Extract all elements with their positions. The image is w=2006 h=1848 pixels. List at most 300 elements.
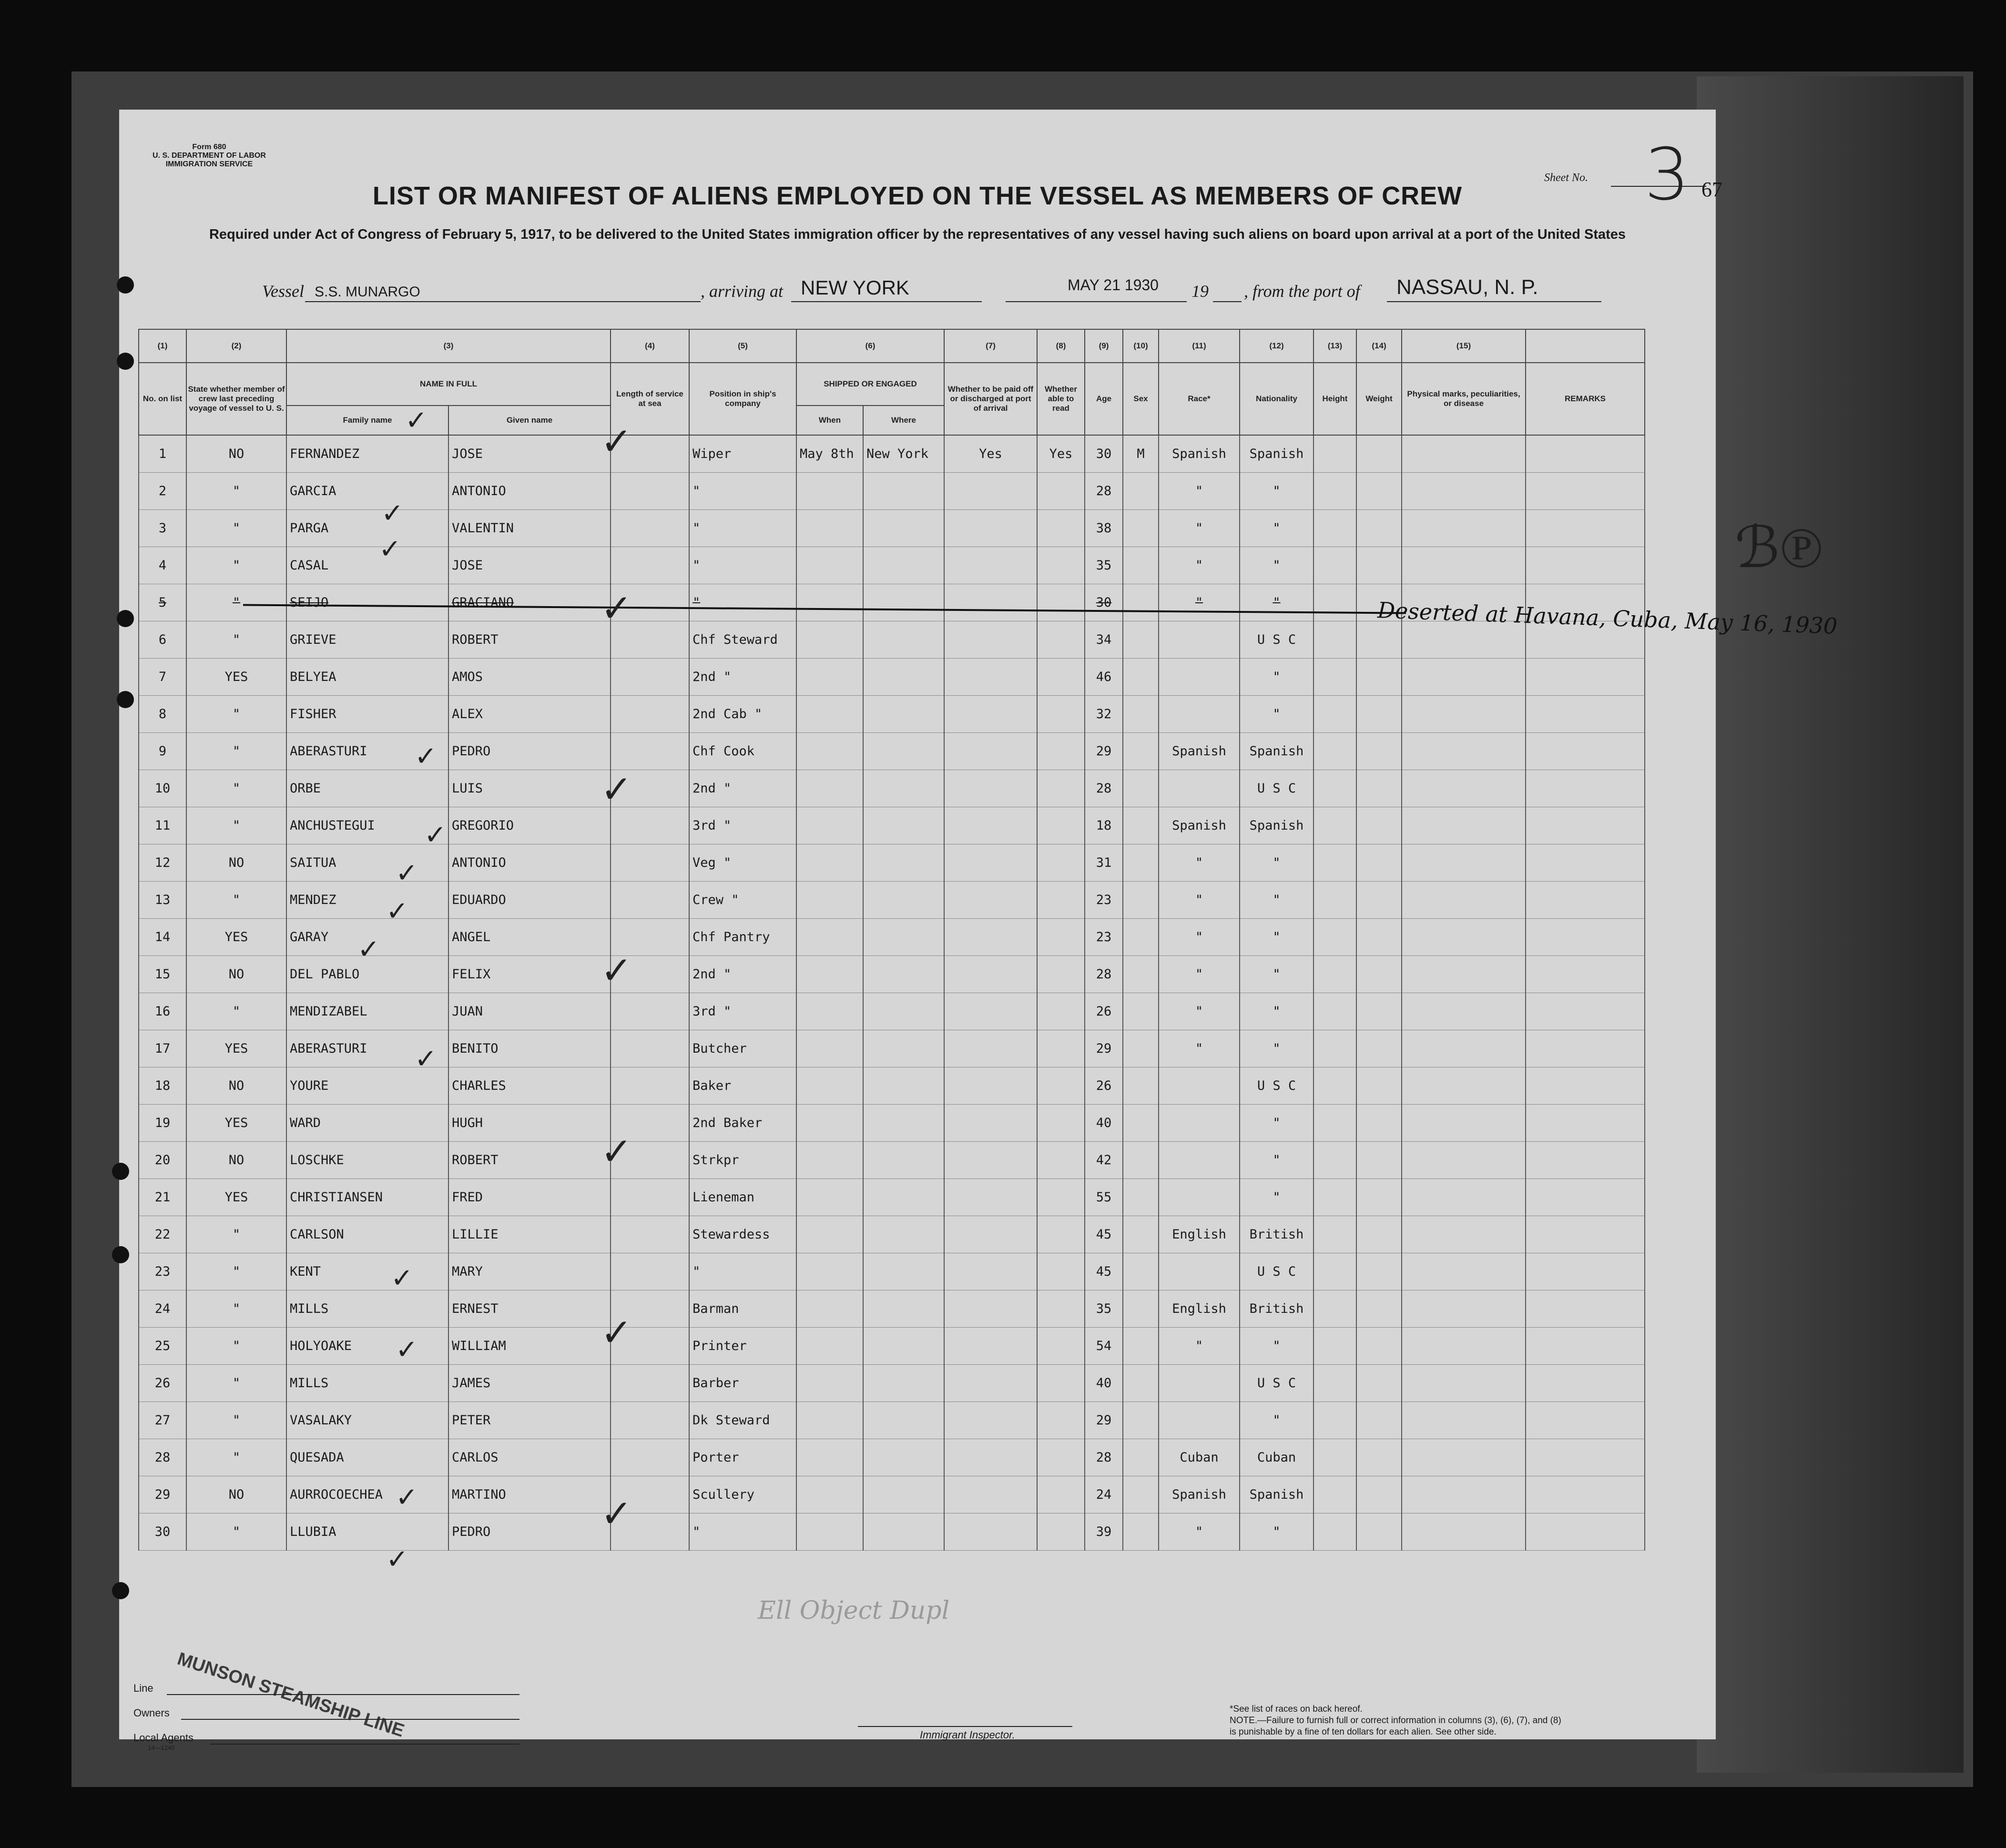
cell-sex	[1123, 993, 1159, 1030]
cell-position: "	[689, 1253, 796, 1290]
cell-shipped-when	[796, 510, 863, 547]
cell-physical-marks	[1402, 1105, 1526, 1142]
cell-given-name: ROBERT	[448, 1142, 611, 1179]
cell-physical-marks	[1402, 1439, 1526, 1476]
cell-height	[1314, 659, 1356, 696]
cell-previous-voyage: "	[186, 1365, 286, 1402]
cell-able-to-read	[1037, 1030, 1085, 1067]
cell-remarks	[1526, 1476, 1645, 1513]
cell-shipped-when: May 8th	[796, 435, 863, 473]
cell-given-name: FELIX	[448, 956, 611, 993]
cell-given-name: WILLIAM	[448, 1328, 611, 1365]
cell-height	[1314, 1216, 1356, 1253]
cell-position: 2nd "	[689, 659, 796, 696]
cell-paid-off	[944, 1105, 1037, 1142]
back-sheet-edge	[1697, 76, 1964, 1773]
cell-remarks	[1526, 807, 1645, 844]
cell-physical-marks	[1402, 435, 1526, 473]
cell-race: Spanish	[1159, 733, 1240, 770]
cell-paid-off	[944, 1030, 1037, 1067]
cell-shipped-when	[796, 473, 863, 510]
cell-row-number: 3	[139, 510, 186, 547]
table-row	[139, 807, 1645, 844]
cell-given-name: JAMES	[448, 1365, 611, 1402]
cell-family-name: MILLS	[286, 1365, 448, 1402]
arriving-underline	[791, 301, 982, 302]
cell-nationality: U S C	[1240, 1253, 1314, 1290]
cell-weight	[1356, 919, 1402, 956]
cell-row-number: 8	[139, 696, 186, 733]
cell-shipped-when	[796, 1365, 863, 1402]
cell-race: "	[1159, 956, 1240, 993]
cell-physical-marks	[1402, 659, 1526, 696]
check-mark-icon: ✓	[391, 1263, 413, 1294]
cell-race	[1159, 1365, 1240, 1402]
cell-previous-voyage: "	[186, 882, 286, 919]
cell-given-name: BENITO	[448, 1030, 611, 1067]
header-able-to-read: Whether able to read	[1037, 363, 1085, 435]
cell-nationality: U S C	[1240, 1365, 1314, 1402]
cell-height	[1314, 1067, 1356, 1105]
cell-able-to-read	[1037, 1365, 1085, 1402]
faint-stamp: Ell Object Dupl	[758, 1596, 950, 1625]
column-number-row	[139, 329, 1645, 363]
page-title: LIST OR MANIFEST OF ALIENS EMPLOYED ON THE VESSEL AS MEMBERS OF CREW	[372, 182, 1463, 210]
cell-shipped-when	[796, 1253, 863, 1290]
binder-hole	[117, 691, 134, 708]
cell-height	[1314, 807, 1356, 844]
header-sex: Sex	[1123, 363, 1159, 435]
cell-paid-off	[944, 696, 1037, 733]
cell-position: "	[689, 510, 796, 547]
cell-physical-marks	[1402, 844, 1526, 882]
cell-remarks	[1526, 993, 1645, 1030]
cell-paid-off	[944, 770, 1037, 807]
table-row	[139, 547, 1645, 584]
col-5-number: (5)	[689, 329, 796, 363]
cell-weight	[1356, 621, 1402, 659]
cell-shipped-where	[863, 510, 944, 547]
header-weight: Weight	[1356, 363, 1402, 435]
cell-row-number: 21	[139, 1179, 186, 1216]
header-age: Age	[1085, 363, 1123, 435]
cell-able-to-read	[1037, 621, 1085, 659]
cell-sex	[1123, 1216, 1159, 1253]
cell-paid-off	[944, 733, 1037, 770]
cell-nationality: U S C	[1240, 621, 1314, 659]
cell-shipped-where	[863, 807, 944, 844]
cell-given-name: PETER	[448, 1402, 611, 1439]
cell-nationality: Cuban	[1240, 1439, 1314, 1476]
cell-height	[1314, 473, 1356, 510]
cell-row-number: 11	[139, 807, 186, 844]
cell-position: 2nd Cab "	[689, 696, 796, 733]
cell-row-number: 14	[139, 919, 186, 956]
check-mark-icon: ✓	[381, 498, 404, 529]
cell-length-of-service	[611, 1030, 689, 1067]
cell-nationality: "	[1240, 993, 1314, 1030]
cell-given-name: CARLOS	[448, 1439, 611, 1476]
cell-physical-marks	[1402, 882, 1526, 919]
form-number: Form 680	[192, 143, 226, 151]
cell-weight	[1356, 696, 1402, 733]
cell-physical-marks	[1402, 807, 1526, 844]
header-where: Where	[863, 406, 944, 435]
cell-previous-voyage: "	[186, 993, 286, 1030]
cell-nationality: British	[1240, 1290, 1314, 1328]
cell-remarks	[1526, 956, 1645, 993]
cell-row-number: 13	[139, 882, 186, 919]
agents-code: 14—1240	[148, 1744, 175, 1751]
cell-height	[1314, 882, 1356, 919]
footnote-penalty: NOTE.—Failure to furnish full or correct information in columns (3), (6), (7), and (8)	[1230, 1716, 1561, 1726]
cell-remarks	[1526, 770, 1645, 807]
cell-age: 42	[1085, 1142, 1123, 1179]
cell-sex	[1123, 510, 1159, 547]
cell-shipped-when	[796, 659, 863, 696]
cell-paid-off	[944, 473, 1037, 510]
cell-family-name: KENT	[286, 1253, 448, 1290]
header-position: Position in ship's company	[689, 363, 796, 435]
cell-race: English	[1159, 1290, 1240, 1328]
table-row	[139, 1513, 1645, 1551]
cell-weight	[1356, 1030, 1402, 1067]
cell-able-to-read	[1037, 1439, 1085, 1476]
from-port: NASSAU, N. P.	[1396, 275, 1538, 299]
cell-age: 40	[1085, 1105, 1123, 1142]
cell-sex: M	[1123, 435, 1159, 473]
cell-race	[1159, 770, 1240, 807]
cell-shipped-when	[796, 770, 863, 807]
cell-height	[1314, 696, 1356, 733]
cell-physical-marks	[1402, 1216, 1526, 1253]
cell-row-number: 27	[139, 1402, 186, 1439]
cell-physical-marks	[1402, 770, 1526, 807]
header-physical-marks: Physical marks, peculiarities, or disease	[1402, 363, 1526, 435]
cell-age: 28	[1085, 473, 1123, 510]
cell-shipped-when	[796, 882, 863, 919]
cell-given-name: ALEX	[448, 696, 611, 733]
cell-able-to-read	[1037, 1513, 1085, 1551]
cell-age: 26	[1085, 993, 1123, 1030]
cell-race: "	[1159, 473, 1240, 510]
cell-remarks	[1526, 1290, 1645, 1328]
cell-shipped-when	[796, 733, 863, 770]
cell-sex	[1123, 584, 1159, 621]
cell-height	[1314, 733, 1356, 770]
cell-shipped-when	[796, 696, 863, 733]
cell-race	[1159, 1253, 1240, 1290]
cell-able-to-read	[1037, 1290, 1085, 1328]
cell-shipped-when	[796, 1439, 863, 1476]
cell-family-name: DEL PABLO	[286, 956, 448, 993]
cell-height	[1314, 1328, 1356, 1365]
header-given-name: Given name	[448, 406, 611, 435]
cell-sex	[1123, 1179, 1159, 1216]
cell-family-name: SEIJO	[286, 584, 448, 621]
cell-remarks	[1526, 733, 1645, 770]
length-of-service-tick-icon: ✓	[601, 586, 633, 630]
cell-shipped-when	[796, 547, 863, 584]
cell-paid-off	[944, 1513, 1037, 1551]
cell-height	[1314, 770, 1356, 807]
vessel-underline	[305, 301, 701, 302]
length-of-service-tick-icon: ✓	[601, 1129, 633, 1174]
cell-row-number: 2	[139, 473, 186, 510]
col-1-number: (1)	[139, 329, 186, 363]
cell-age: 29	[1085, 733, 1123, 770]
cell-previous-voyage: "	[186, 1216, 286, 1253]
cell-previous-voyage: "	[186, 510, 286, 547]
cell-height	[1314, 621, 1356, 659]
cell-position: Veg "	[689, 844, 796, 882]
cell-position: Lieneman	[689, 1179, 796, 1216]
cell-height	[1314, 1253, 1356, 1290]
cell-sex	[1123, 659, 1159, 696]
cell-sex	[1123, 1030, 1159, 1067]
table-row	[139, 882, 1645, 919]
cell-family-name: WARD	[286, 1105, 448, 1142]
cell-age: 45	[1085, 1253, 1123, 1290]
header-nationality: Nationality	[1240, 363, 1314, 435]
column-header-row	[139, 363, 1645, 406]
cell-nationality: Spanish	[1240, 435, 1314, 473]
cell-previous-voyage: "	[186, 547, 286, 584]
cell-shipped-when	[796, 993, 863, 1030]
table-row	[139, 993, 1645, 1030]
cell-nationality: British	[1240, 1216, 1314, 1253]
cell-nationality: Spanish	[1240, 733, 1314, 770]
cell-paid-off: Yes	[944, 435, 1037, 473]
cell-weight	[1356, 1365, 1402, 1402]
cell-physical-marks	[1402, 993, 1526, 1030]
cell-position: Butcher	[689, 1030, 796, 1067]
col-9-number: (9)	[1085, 329, 1123, 363]
cell-previous-voyage: "	[186, 584, 286, 621]
cell-sex	[1123, 1142, 1159, 1179]
cell-previous-voyage: YES	[186, 659, 286, 696]
cell-nationality: "	[1240, 844, 1314, 882]
cell-sex	[1123, 1365, 1159, 1402]
cell-length-of-service	[611, 510, 689, 547]
cell-remarks	[1526, 919, 1645, 956]
cell-paid-off	[944, 1328, 1037, 1365]
cell-family-name: GARCIA	[286, 473, 448, 510]
cell-able-to-read	[1037, 473, 1085, 510]
cell-family-name: GARAY	[286, 919, 448, 956]
cell-shipped-where	[863, 1328, 944, 1365]
cell-weight	[1356, 1067, 1402, 1105]
cell-paid-off	[944, 621, 1037, 659]
cell-weight	[1356, 510, 1402, 547]
cell-sex	[1123, 882, 1159, 919]
cell-previous-voyage: "	[186, 696, 286, 733]
cell-family-name: ANCHUSTEGUI	[286, 807, 448, 844]
cell-height	[1314, 1402, 1356, 1439]
cell-remarks	[1526, 435, 1645, 473]
cell-shipped-when	[796, 1067, 863, 1105]
cell-family-name: YOURE	[286, 1067, 448, 1105]
table-row	[139, 1067, 1645, 1105]
table-row	[139, 1105, 1645, 1142]
cell-shipped-when	[796, 1476, 863, 1513]
cell-weight	[1356, 1179, 1402, 1216]
cell-height	[1314, 919, 1356, 956]
check-mark-icon: ✓	[386, 1544, 408, 1575]
cell-nationality: "	[1240, 1179, 1314, 1216]
cell-shipped-when	[796, 584, 863, 621]
cell-shipped-where	[863, 1476, 944, 1513]
cell-sex	[1123, 473, 1159, 510]
desertion-remark: Deserted at Havana, Cuba, May 16, 1930	[1377, 597, 1838, 639]
cell-previous-voyage: "	[186, 770, 286, 807]
binder-hole	[112, 1582, 129, 1599]
table-row	[139, 659, 1645, 696]
length-of-service-tick-icon: ✓	[601, 767, 633, 812]
cell-position: Stewardess	[689, 1216, 796, 1253]
cell-row-number: 9	[139, 733, 186, 770]
cell-physical-marks	[1402, 733, 1526, 770]
cell-position: Porter	[689, 1439, 796, 1476]
cell-shipped-when	[796, 844, 863, 882]
cell-paid-off	[944, 1439, 1037, 1476]
cell-previous-voyage: NO	[186, 435, 286, 473]
cell-height	[1314, 1030, 1356, 1067]
line-underline	[167, 1694, 519, 1695]
cell-length-of-service	[611, 733, 689, 770]
col-10-number: (10)	[1123, 329, 1159, 363]
cell-position: "	[689, 584, 796, 621]
cell-race: "	[1159, 1513, 1240, 1551]
cell-weight	[1356, 473, 1402, 510]
cell-able-to-read	[1037, 1328, 1085, 1365]
cell-shipped-when	[796, 1030, 863, 1067]
cell-able-to-read	[1037, 1253, 1085, 1290]
cell-family-name: PARGA	[286, 510, 448, 547]
cell-previous-voyage: NO	[186, 1476, 286, 1513]
line-label: Line	[133, 1682, 153, 1694]
col-8-number: (8)	[1037, 329, 1085, 363]
cell-remarks	[1526, 1216, 1645, 1253]
cell-weight	[1356, 770, 1402, 807]
cell-position: Chf Cook	[689, 733, 796, 770]
cell-given-name: GREGORIO	[448, 807, 611, 844]
cell-age: 45	[1085, 1216, 1123, 1253]
cell-race: "	[1159, 1030, 1240, 1067]
cell-shipped-where	[863, 1179, 944, 1216]
table-row	[139, 1290, 1645, 1328]
cell-height	[1314, 547, 1356, 584]
cell-weight	[1356, 1290, 1402, 1328]
cell-previous-voyage: NO	[186, 844, 286, 882]
cell-race	[1159, 1067, 1240, 1105]
cell-weight	[1356, 1142, 1402, 1179]
cell-remarks	[1526, 473, 1645, 510]
cell-age: 46	[1085, 659, 1123, 696]
cell-weight	[1356, 1253, 1402, 1290]
cell-paid-off	[944, 1402, 1037, 1439]
cell-race	[1159, 621, 1240, 659]
cell-previous-voyage: "	[186, 473, 286, 510]
cell-position: Barman	[689, 1290, 796, 1328]
cell-shipped-where	[863, 1253, 944, 1290]
cell-given-name: EDUARDO	[448, 882, 611, 919]
cell-paid-off	[944, 844, 1037, 882]
cell-physical-marks	[1402, 1030, 1526, 1067]
table-row	[139, 770, 1645, 807]
cell-race: Spanish	[1159, 435, 1240, 473]
cell-given-name: ANTONIO	[448, 844, 611, 882]
cell-previous-voyage: YES	[186, 919, 286, 956]
cell-race	[1159, 1105, 1240, 1142]
cell-position: Strkpr	[689, 1142, 796, 1179]
cell-paid-off	[944, 993, 1037, 1030]
cell-height	[1314, 1439, 1356, 1476]
cell-row-number: 18	[139, 1067, 186, 1105]
cell-able-to-read	[1037, 993, 1085, 1030]
cell-remarks	[1526, 1067, 1645, 1105]
cell-sex	[1123, 621, 1159, 659]
cell-family-name: ORBE	[286, 770, 448, 807]
cell-age: 54	[1085, 1328, 1123, 1365]
table-row	[139, 1253, 1645, 1290]
cell-row-number: 10	[139, 770, 186, 807]
cell-given-name: MARY	[448, 1253, 611, 1290]
cell-remarks	[1526, 1179, 1645, 1216]
length-of-service-tick-icon: ✓	[601, 1492, 633, 1536]
cell-nationality: "	[1240, 1142, 1314, 1179]
cell-height	[1314, 844, 1356, 882]
cell-nationality: "	[1240, 696, 1314, 733]
cell-nationality: U S C	[1240, 1067, 1314, 1105]
cell-row-number: 20	[139, 1142, 186, 1179]
cell-position: Wiper	[689, 435, 796, 473]
year-underline	[1213, 301, 1242, 302]
cell-height	[1314, 1290, 1356, 1328]
owners-label: Owners	[133, 1707, 170, 1719]
cell-sex	[1123, 1476, 1159, 1513]
cell-length-of-service	[611, 473, 689, 510]
cell-length-of-service	[611, 1179, 689, 1216]
cell-sex	[1123, 844, 1159, 882]
cell-weight	[1356, 1402, 1402, 1439]
col-4-number: (4)	[611, 329, 689, 363]
cell-length-of-service	[611, 1216, 689, 1253]
cell-paid-off	[944, 1476, 1037, 1513]
cell-family-name: ABERASTURI	[286, 1030, 448, 1067]
cell-family-name: QUESADA	[286, 1439, 448, 1476]
cell-age: 29	[1085, 1402, 1123, 1439]
cell-sex	[1123, 1290, 1159, 1328]
arriving-label: , arriving at	[701, 282, 784, 301]
cell-race: "	[1159, 882, 1240, 919]
cell-age: 23	[1085, 919, 1123, 956]
cell-position: 3rd "	[689, 807, 796, 844]
cell-physical-marks	[1402, 1328, 1526, 1365]
cell-given-name: AMOS	[448, 659, 611, 696]
cell-family-name: AURROCOECHEA	[286, 1476, 448, 1513]
cell-able-to-read	[1037, 696, 1085, 733]
cell-able-to-read	[1037, 1067, 1085, 1105]
cell-length-of-service	[611, 547, 689, 584]
cell-position: "	[689, 1513, 796, 1551]
from-underline	[1387, 301, 1601, 302]
cell-given-name: ANGEL	[448, 919, 611, 956]
cell-previous-voyage: "	[186, 621, 286, 659]
cell-height	[1314, 993, 1356, 1030]
cell-shipped-where	[863, 1030, 944, 1067]
header-when: When	[796, 406, 863, 435]
